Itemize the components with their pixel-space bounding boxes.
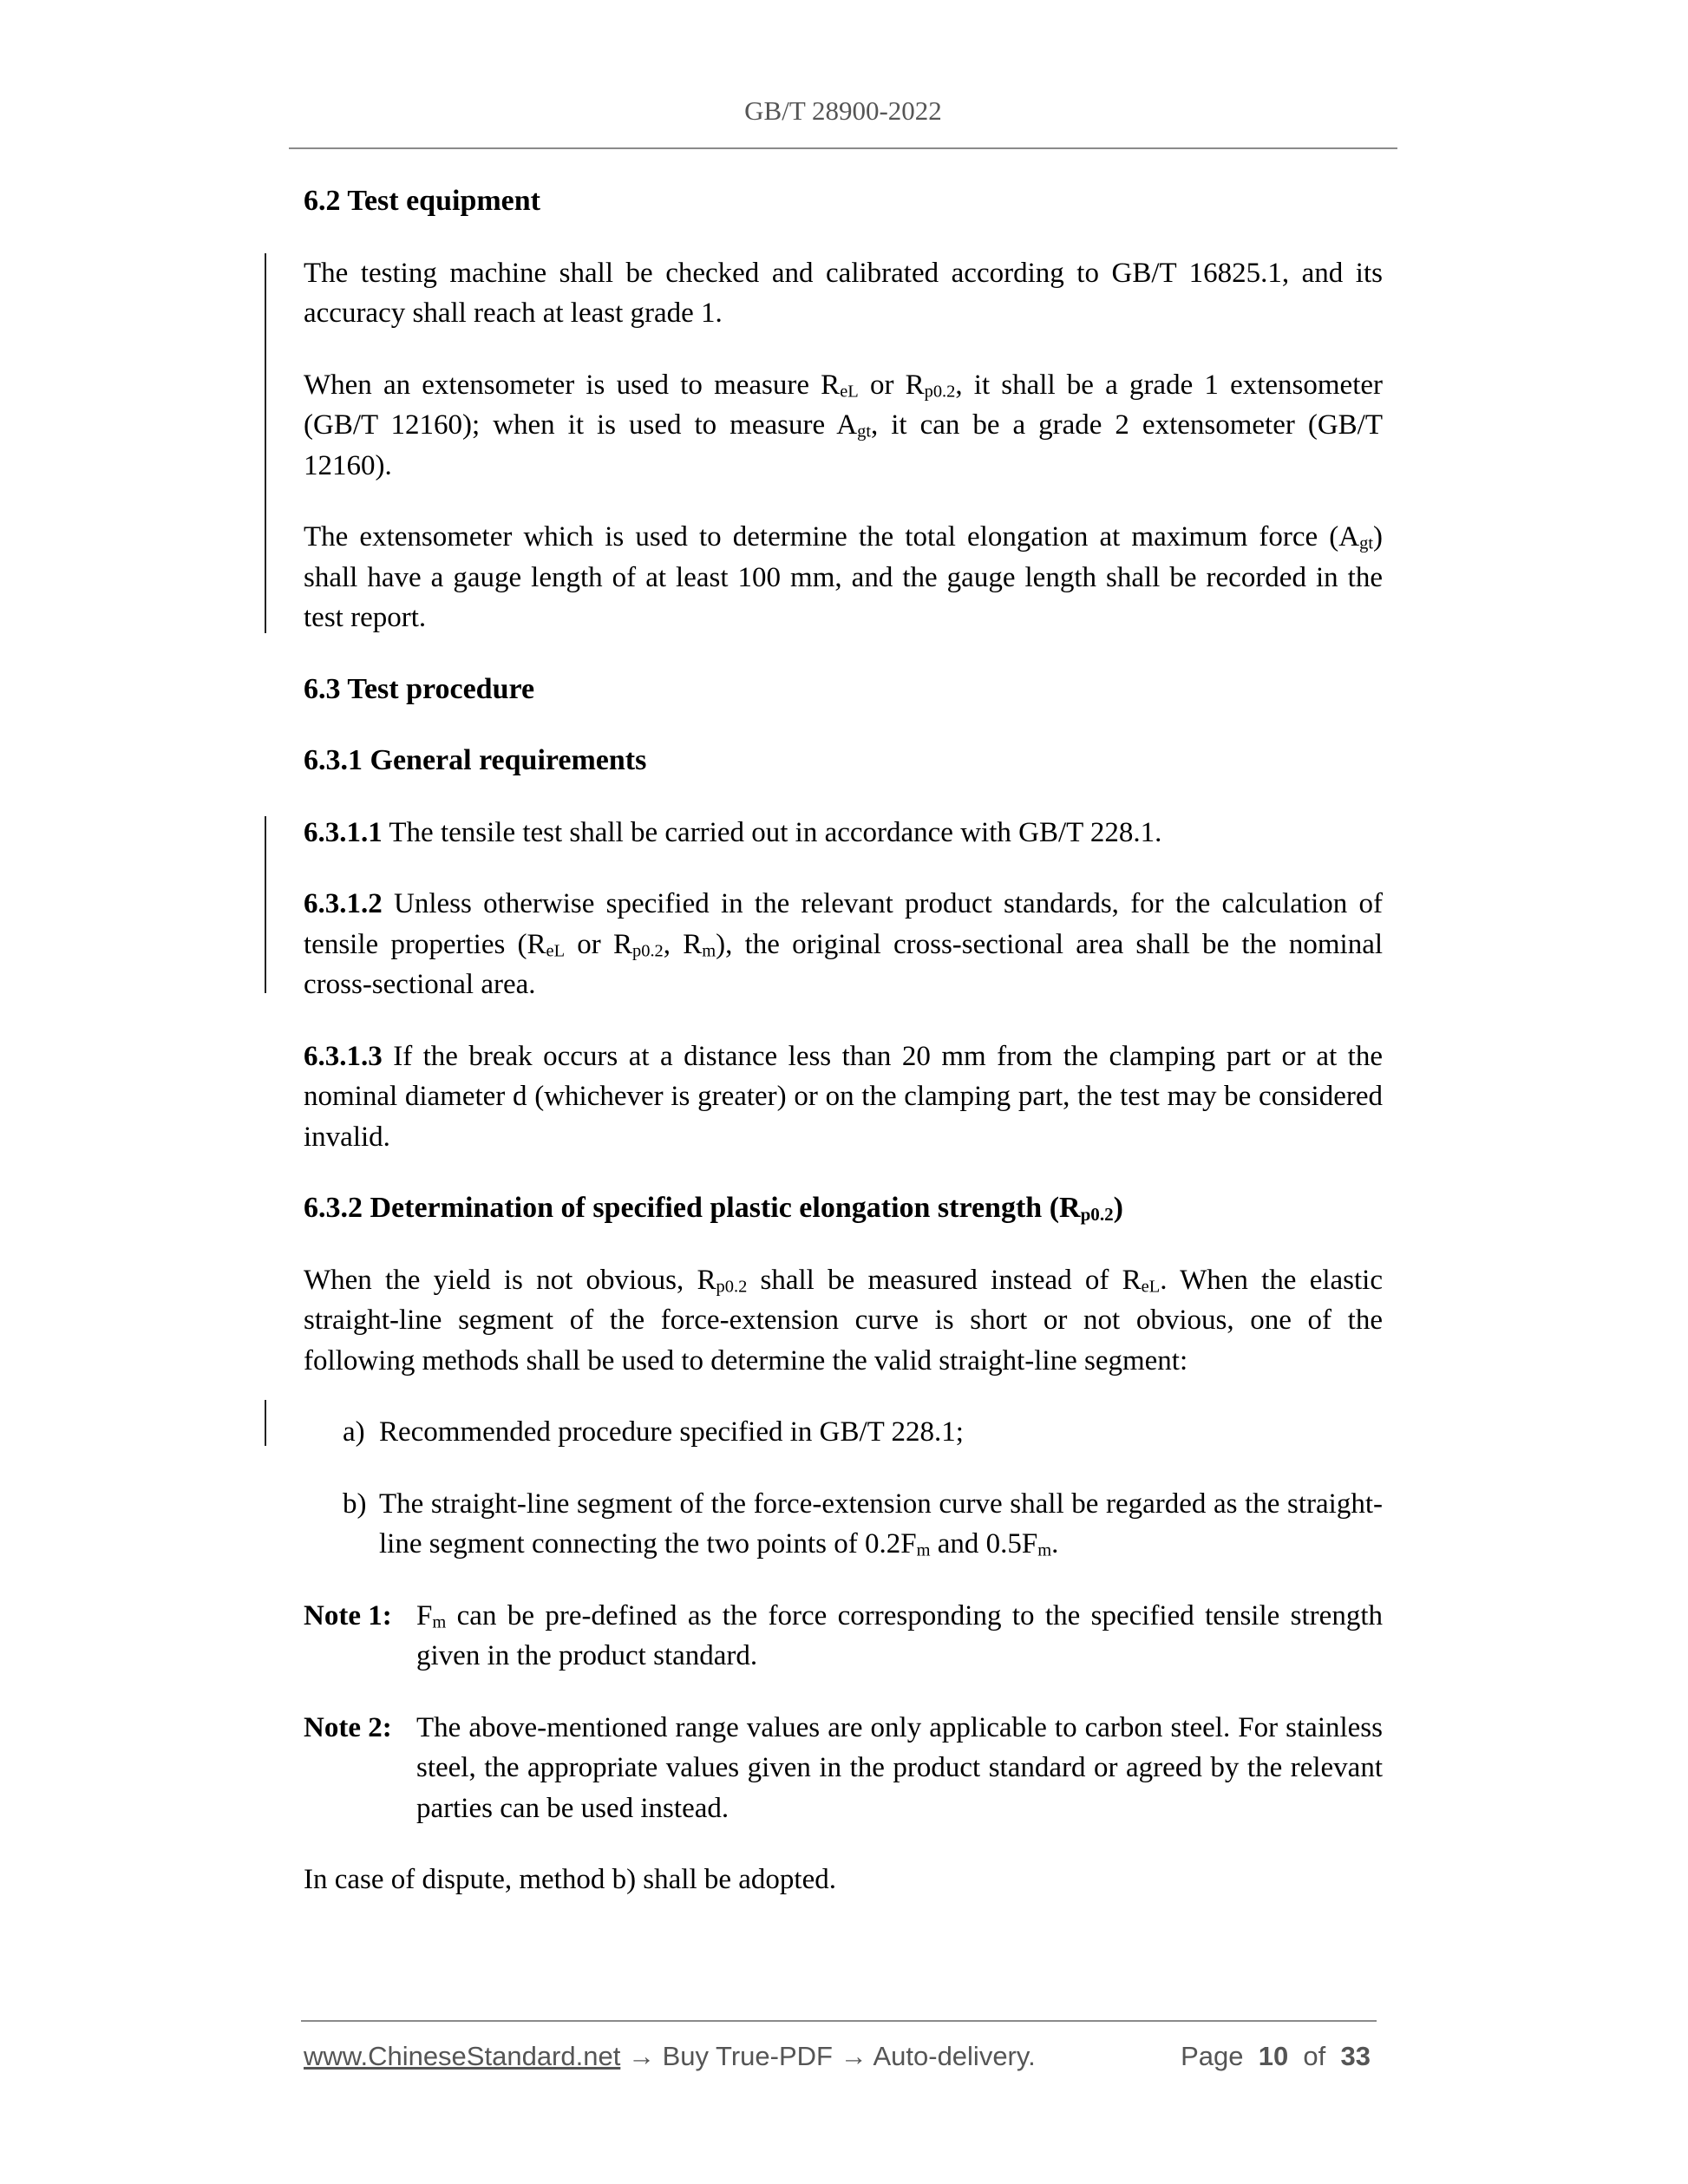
change-bar bbox=[265, 816, 266, 993]
arrow-right-icon: → bbox=[620, 2041, 663, 2071]
chinesestandard-link[interactable]: www.ChineseStandard.net bbox=[304, 2041, 621, 2071]
list-item-a: a) Recommended procedure specified in GB/T 228.1; bbox=[304, 1412, 1383, 1453]
paragraph-yield-not-obvious: When the yield is not obvious, $R_{p0.2}$ shall be measured instead of $R_{eL}$. When the elastic straight-line segment of the force-extension curve is short or not obvious, one of the following methods shall be used to determine the valid straight-line segment: bbox=[304, 1264, 1383, 1376]
document-body bbox=[304, 181, 1383, 1932]
running-header: GB/T 28900-2022 bbox=[744, 95, 942, 126]
auto-delivery-text: Auto-delivery. bbox=[873, 2041, 1036, 2071]
paragraph-dispute: In case of dispute, method b) shall be adopted. bbox=[304, 1864, 836, 1895]
change-bar bbox=[265, 1400, 266, 1446]
section-heading-6-3: 6.3 Test procedure bbox=[304, 672, 535, 705]
note-1: Note 1: $F_m$ can be pre-defined as the force corresponding to the specified tensile strength given in the product standard. bbox=[304, 1596, 1383, 1677]
change-bar bbox=[265, 253, 266, 633]
list-item-b: b) The straight-line segment of the force-extension curve shall be regarded as the straight-line segment connecting the two points of $0.2F_m$ and $0.5F_m$. bbox=[304, 1484, 1383, 1565]
header-divider bbox=[289, 147, 1397, 149]
page-footer bbox=[304, 2037, 1371, 2076]
clause-6-3-1-3: 6.3.1.3 If the break occurs at a distance less than 20 mm from the clamping part or at the nominal diameter d (whichever is greater) or on the clamping part, the test may be considered invalid. bbox=[304, 1040, 1383, 1153]
clause-number: 6.3.1.2 bbox=[304, 888, 383, 919]
paragraph-calibration: The testing machine shall be checked and calibrated according to GB/T 16825.1, and its accuracy shall reach at least grade 1. bbox=[304, 257, 1383, 329]
note-label: Note 1: bbox=[304, 1599, 392, 1631]
total-pages: 33 bbox=[1340, 2041, 1371, 2071]
paragraph-extensometer-grade: When an extensometer is used to measure $R_{eL}$ or $R_{p0.2}$, it shall be a grade 1 extensometer (GB/T 12160); when it is used to measure $A_{gt}$, it can be a grade 2 extensometer (GB/T 12160). bbox=[304, 369, 1384, 481]
arrow-right-icon: → bbox=[832, 2041, 873, 2071]
note-label: Note 2: bbox=[304, 1711, 392, 1743]
note-2: Note 2: The above-mentioned range values are only applicable to carbon steel. For stainless steel, the appropriate values given in the product standard or agreed by the relevant parties can be used instead. bbox=[304, 1708, 1383, 1829]
paragraph-gauge-length: The extensometer which is used to determine the total elongation at maximum force $(A_{gt})$ shall have a gauge length of at least 100 mm, and the gauge length shall be recorded in the test report. bbox=[304, 521, 1383, 633]
footer-divider bbox=[301, 2020, 1377, 2022]
section-heading-6-3-1: 6.3.1 General requirements bbox=[304, 744, 647, 776]
section-heading-6-3-2: 6.3.2 Determination of specified plastic elongation strength $(R_{p0.2})$ bbox=[304, 1192, 1123, 1225]
current-page: 10 bbox=[1258, 2041, 1289, 2071]
clause-number: 6.3.1.1 bbox=[304, 816, 383, 848]
clause-6-3-1-1: 6.3.1.1 The tensile test shall be carried out in accordance with GB/T 228.1. bbox=[304, 816, 1162, 848]
clause-number: 6.3.1.3 bbox=[304, 1040, 383, 1072]
list-marker: a) bbox=[343, 1416, 365, 1448]
buy-true-pdf-text: Buy True-PDF bbox=[662, 2041, 833, 2071]
section-heading-6-2: 6.2 Test equipment bbox=[304, 185, 540, 217]
page-number: Page 10 of 33 bbox=[1181, 2041, 1371, 2071]
list-marker: b) bbox=[343, 1488, 367, 1520]
clause-6-3-1-2: 6.3.1.2 Unless otherwise specified in the relevant product standards, for the calculation of tensile properties ($R_{eL}$ or $R_{p0.2}$, $R_m$), the original cross-sectional area shall be the nominal cross-sectional area. bbox=[304, 888, 1384, 1000]
